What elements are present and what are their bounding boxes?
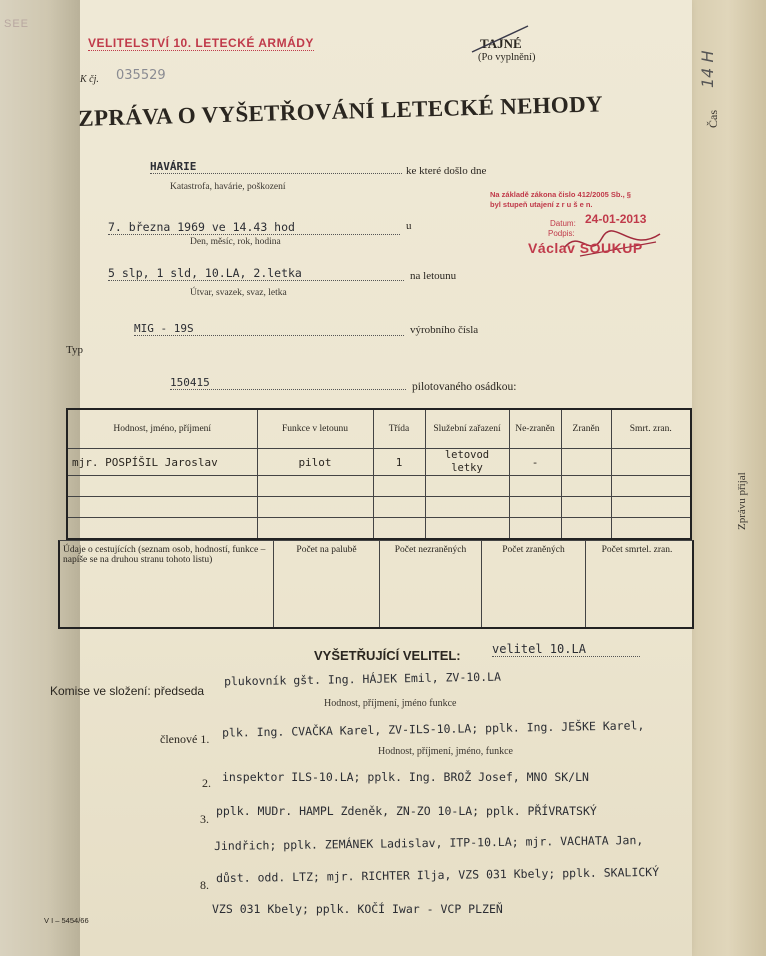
command-stamp: VELITELSTVÍ 10. LETECKÉ ARMÁDY: [88, 36, 314, 50]
crew-table: [66, 408, 692, 540]
table-row: [67, 518, 691, 540]
crew-position-line2: letky: [451, 462, 483, 474]
right-page-edge: [690, 0, 766, 956]
classification-strike: [470, 24, 530, 54]
col-class: Třída: [373, 409, 425, 449]
chair-caption: Hodnost, příjmení, jméno funkce: [324, 698, 457, 709]
member-8b: VZS 031 Kbely; pplk. KOČÍ Iwar - VCP PLZEŇ: [212, 902, 503, 916]
page-title: ZPRÁVA O VYŠETŘOVÁNÍ LETECKÉ NEHODY: [78, 91, 604, 131]
passenger-table: [58, 540, 694, 629]
passenger-fatal-cell: Počet smrtel. zran.: [601, 545, 673, 555]
ref-number: 035529: [116, 68, 166, 83]
members-label: členové 1.: [160, 732, 210, 746]
passenger-injured-cell: Počet zraněných: [482, 541, 586, 627]
crew-class: 1: [373, 449, 425, 476]
classification-note: (Po vyplnění): [478, 52, 536, 63]
member-8: důst. odd. LTZ; mjr. RICHTER Ilja, VZS 031 Kbely; pplk. SKALICKÝ: [215, 864, 660, 886]
type-value: MIG - 19S: [134, 322, 404, 336]
passenger-onboard-cell: Počet na palubě: [274, 541, 380, 627]
composition-label: Komise ve složení: předseda: [50, 684, 205, 698]
date-suffix: u: [406, 220, 412, 232]
event-suffix: ke které došlo dne: [406, 165, 487, 177]
crew-position: [425, 449, 509, 476]
declass-sign-label: Podpis:: [548, 229, 575, 238]
member-3: pplk. MUDr. HAMPL Zdeněk, ZN-ZO 10-LA; pplk. PŘÍVRATSKÝ: [216, 804, 597, 818]
footer-code: V I – 5454/66: [44, 916, 89, 925]
declass-date: 24-01-2013: [585, 212, 647, 226]
declass-name: Václav SOUKUP: [528, 240, 643, 256]
member-8-num: 8.: [200, 878, 209, 892]
member-3b: Jindřich; pplk. ZEMÁNEK Ladislav, ITP-10.LA; mjr. VACHATA Jan,: [213, 833, 644, 853]
crew-uninjured: -: [509, 449, 561, 476]
date-value: 7. března 1969 ve 14.43 hod: [108, 220, 400, 235]
table-row: [67, 449, 691, 476]
table-row: [67, 476, 691, 497]
classification: TAJNÉ: [480, 36, 522, 51]
date-caption: Den, měsíc, rok, hodina: [190, 237, 281, 247]
commander-value: velitel 10.LA: [492, 642, 640, 657]
member-1: plk. Ing. CVAČKA Karel, ZV-ILS-10.LA; pplk. Ing. JEŠKE Karel,: [221, 718, 645, 740]
ref-label: K čj.: [80, 74, 99, 85]
crew-fatal: [611, 449, 691, 476]
member-caption: Hodnost, příjmení, jméno, funkce: [378, 746, 513, 757]
passenger-uninjured-cell: Počet nezraněných: [380, 541, 482, 627]
crew-header-row: [67, 409, 691, 449]
col-injured: Zraněn: [561, 409, 611, 449]
crew-injured: [561, 449, 611, 476]
col-function: Funkce v letounu: [257, 409, 373, 449]
crew-name: mjr. POSPÍŠIL Jaroslav: [67, 449, 257, 476]
commander-label: VYŠETŘUJÍCÍ VELITEL:: [314, 648, 461, 663]
member-2: inspektor ILS-10.LA; pplk. Ing. BROŽ Josef, MNO SK/LN: [222, 770, 589, 784]
passenger-list-cell: Údaje o cestujících (seznam osob, hodností, funkce – napíše se na druhou stranu tohoto listu): [60, 541, 274, 627]
event-caption: Katastrofa, havárie, poškození: [170, 182, 286, 192]
declass-date-label: Datum:: [550, 219, 576, 228]
table-row: [67, 497, 691, 518]
member-3-num: 3.: [200, 812, 209, 826]
crew-function: pilot: [257, 449, 373, 476]
left-stamp-fragment: SEE: [4, 18, 30, 30]
member-2-num: 2.: [202, 776, 211, 790]
unit-caption: Útvar, svazek, svaz, letka: [190, 288, 287, 298]
type-suffix: výrobního čísla: [410, 324, 479, 336]
event-value: HAVÁRIE: [150, 160, 402, 174]
unit-suffix: na letounu: [410, 270, 457, 282]
unit-value: 5 slp, 1 sld, 10.LA, 2.letka: [108, 266, 404, 281]
crew-position-line1: letovod: [444, 449, 490, 461]
chair-value: plukovník gšt. Ing. HÁJEK Emil, ZV-10.LA: [223, 669, 502, 689]
col-name: Hodnost, jméno, příjmení: [67, 409, 257, 449]
receipt-label: Zprávu přijal: [736, 472, 748, 530]
declass-line1: Na základě zákona čislo 412/2005 Sb., §: [490, 190, 631, 199]
serial-suffix: pilotovaného osádkou:: [412, 381, 517, 393]
serial-value: 150415: [170, 376, 406, 390]
cas-label: Čas: [706, 110, 720, 128]
col-fatal: Smrt. zran.: [611, 409, 691, 449]
handwritten-note: 14 H: [698, 50, 717, 88]
col-position: Služební zařazení: [425, 409, 509, 449]
col-uninjured: Ne-zraněn: [509, 409, 561, 449]
declass-line2: byl stupeň utajení z r u š e n.: [490, 200, 593, 209]
type-caption: Typ: [66, 344, 83, 356]
